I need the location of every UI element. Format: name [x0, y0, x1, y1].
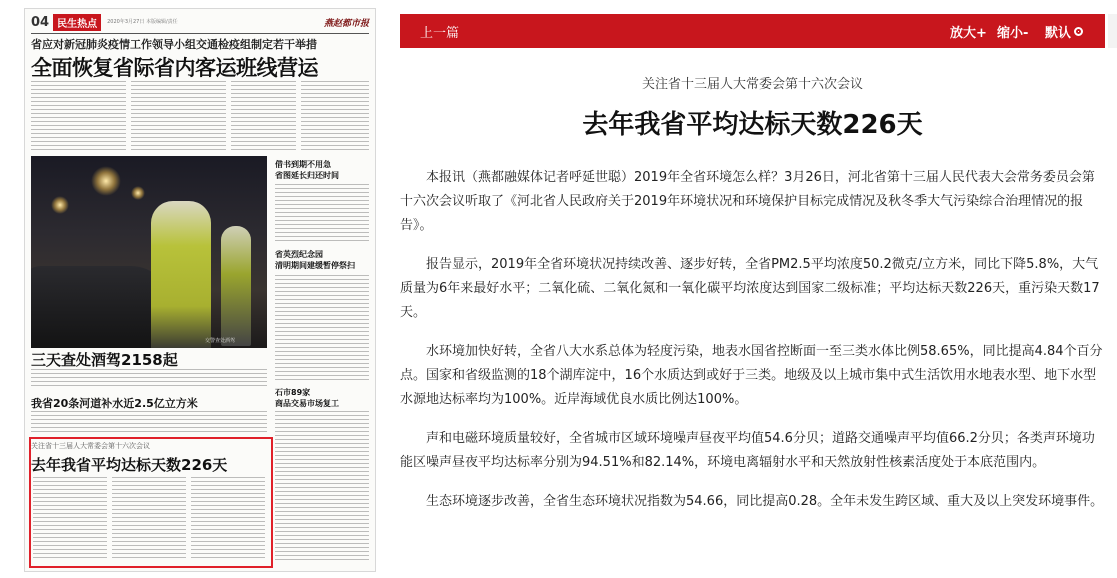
- previous-article-link[interactable]: 上一篇: [420, 26, 460, 41]
- side-story-line: 借书到期不用急: [275, 160, 331, 169]
- text-column: [301, 81, 369, 151]
- reset-circle-icon: [1074, 27, 1083, 36]
- side-story-line: 清明期间建缓暂停祭扫: [275, 261, 355, 270]
- officer-figure: [151, 201, 211, 348]
- photo-caption: 交警查处酒驾: [205, 338, 236, 344]
- newspaper-page-thumbnail[interactable]: [24, 8, 376, 572]
- reset-zoom-button[interactable]: [1045, 22, 1083, 41]
- side-story-market[interactable]: [275, 387, 339, 409]
- text-column: [31, 369, 267, 389]
- article-body: [400, 166, 1105, 529]
- selected-article-headline: 去年我省平均达标天数226天: [31, 456, 228, 474]
- scrollbar-track[interactable]: [1108, 14, 1117, 48]
- officer-figure: [221, 226, 251, 346]
- article-paragraph: 声和电磁环境质量较好，全省城市区域环境噪声昼夜平均值54.6分贝；道路交通噪声平均值66.2分贝；各类声环境功能区噪声昼夜平均达标率分别为94.51%和82.14%，环境电离辐射水平和天然放射性核素活度处于本底范围内。: [400, 431, 1095, 470]
- article-toolbar: [400, 14, 1105, 48]
- lead-headline[interactable]: 全面恢复省际省内客运班线营运: [31, 56, 318, 80]
- side-story-library[interactable]: [275, 159, 339, 181]
- street-light: [131, 186, 145, 200]
- date-line: 2020年3月27日 本版编辑/责任: [107, 19, 178, 25]
- article-subtitle: 关注省十三届人大常委会第十六次会议: [641, 77, 863, 92]
- newspaper-brand: 燕赵都市报: [323, 18, 369, 29]
- text-column: [31, 411, 267, 433]
- text-column: [275, 184, 369, 244]
- page-number: 04: [31, 14, 50, 30]
- text-column: [275, 275, 369, 381]
- zoom-out-button[interactable]: 缩小-: [997, 26, 1029, 41]
- side-story-line: 省图延长归还时间: [275, 171, 339, 180]
- article-paragraph: 本报讯（燕都融媒体记者呼延世聪）2019年全省环境怎么样？3月26日，河北省第十三届人民代表大会常务委员会第十六次会议听取了《河北省人民政府关于2019年环境状况和环境保护目标完成情况及秋冬季大气污染综合治理情况的报告》。: [400, 170, 1095, 233]
- text-column: [275, 411, 369, 561]
- side-story-line: 商品交易市场复工: [275, 399, 339, 408]
- article-paragraph: 生态环境逐步改善，全省生态环境状况指数为54.66，同比提高0.28。全年未发生跨区域、重大及以上突发环境事件。: [426, 494, 1104, 509]
- text-column: [131, 81, 226, 151]
- side-story-memorial[interactable]: [275, 249, 355, 271]
- street-light: [91, 166, 121, 196]
- rivers-headline[interactable]: 我省20条河道补水近2.5亿立方米: [31, 397, 198, 410]
- side-story-line: 石市89家: [275, 388, 311, 397]
- drunk-driving-headline[interactable]: 三天查处酒驾2158起: [31, 351, 178, 369]
- text-column: [33, 477, 107, 561]
- article-paragraph: 水环境加快好转，全省八大水系总体为轻度污染，地表水国省控断面一至三类水体比例58.65%，同比提高4.84个百分点。国家和省级监测的18个湖库淀中，16个水质达到或好于三类。地级及以上城市集中式生活饮用水地表水型、地下水型水源地达标率均为100%。近岸海域优良水质比例达100%。: [400, 344, 1103, 407]
- car-shape: [31, 266, 171, 348]
- zoom-in-button[interactable]: 放大+: [950, 26, 987, 41]
- text-column: [112, 477, 186, 561]
- selected-article-subhead: 关注省十三届人大常委会第十六次会议: [31, 442, 150, 450]
- lead-subhead[interactable]: 省应对新冠肺炎疫情工作领导小组交通检疫组制定若干举措: [31, 38, 317, 51]
- side-story-line: 省英烈纪念园: [275, 250, 323, 259]
- article-paragraph: 报告显示，2019年全省环境状况持续改善、逐步好转，全省PM2.5平均浓度50.2微克/立方米，同比下降5.8%，大气质量为6年来最好水平；二氧化硫、二氧化氮和一氧化碳平均浓度达到国家二级标准；平均达标天数226天，重污染天数17天。: [400, 257, 1100, 320]
- header-rule: [31, 33, 369, 34]
- news-photo[interactable]: [31, 156, 267, 348]
- text-column: [191, 477, 265, 561]
- article-title: 去年我省平均达标天数226天: [582, 110, 923, 140]
- section-label: 民生热点: [53, 14, 101, 31]
- text-column: [231, 81, 296, 151]
- reset-zoom-label: 默认: [1045, 26, 1072, 41]
- text-column: [31, 81, 126, 151]
- newspaper-header: [31, 13, 369, 31]
- street-light: [51, 196, 69, 214]
